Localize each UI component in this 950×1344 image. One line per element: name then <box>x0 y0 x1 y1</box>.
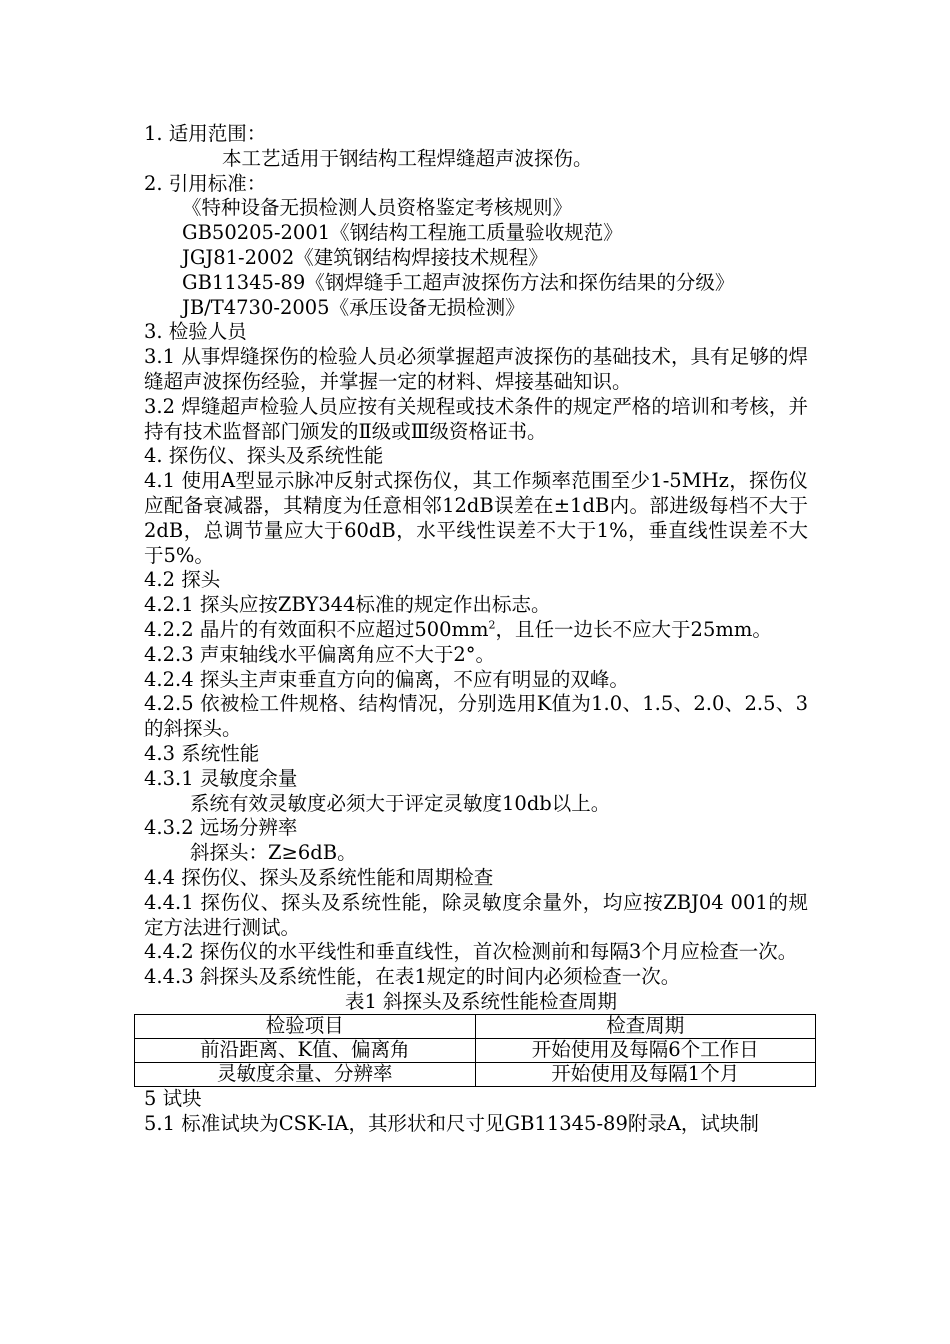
heading-4-2: 4.2 探头 <box>144 568 221 592</box>
table-cell: 灵敏度余量、分辨率 <box>135 1062 476 1086</box>
superscript-2: 2 <box>488 618 496 632</box>
table-cell: 开始使用及每隔6个工作日 <box>475 1038 816 1062</box>
table-row <box>135 1038 816 1062</box>
section-1-body: 本工艺适用于钢结构工程焊缝超声波探伤。 <box>222 146 593 170</box>
paragraph-4-4-1: 4.4.1 探伤仪、探头及系统性能，除灵敏度余量外，均应按ZBJ04 001的规定方法进行测试。 <box>144 890 808 939</box>
reference-standard: JGJ81-2002《建筑钢结构焊接技术规程》 <box>182 245 548 269</box>
paragraph-4-3-2-body: 斜探头：Z≥6dB。 <box>190 841 357 865</box>
paragraph-4-2-5: 4.2.5 依被检工件规格、结构情况，分别选用K值为1.0、1.5、2.0、2.5、3的斜探头。 <box>144 692 808 741</box>
paragraph-5-1: 5.1 标准试块为CSK-IA，其形状和尺寸见GB11345-89附录A，试块制 <box>144 1111 759 1135</box>
table-cell: 开始使用及每隔1个月 <box>475 1062 816 1086</box>
heading-4-3: 4.3 系统性能 <box>144 741 260 765</box>
paragraph-3-1: 3.1 从事焊缝探伤的检验人员必须掌握超声波探伤的基础技术，具有足够的焊缝超声波探伤经验，并掌握一定的材料、焊接基础知识。 <box>144 345 808 393</box>
paragraph-4-2-1: 4.2.1 探头应按ZBY344标准的规定作出标志。 <box>144 593 551 617</box>
paragraph-4-4-3: 4.4.3 斜探头及系统性能，在表1规定的时间内必须检查一次。 <box>144 965 681 989</box>
paragraph-3-2: 3.2 焊缝超声检验人员应按有关规程或技术条件的规定严格的培训和考核，并持有技术监督部门颁发的Ⅱ级或Ⅲ级资格证书。 <box>144 394 808 443</box>
section-4-title: 4. 探伤仪、探头及系统性能 <box>144 444 384 468</box>
heading-4-3-2: 4.3.2 远场分辨率 <box>144 816 298 840</box>
paragraph-4-2-4: 4.2.4 探头主声束垂直方向的偏离，不应有明显的双峰。 <box>144 667 629 691</box>
table-header-row <box>135 1014 816 1038</box>
heading-4-4: 4.4 探伤仪、探头及系统性能和周期检查 <box>144 865 494 889</box>
paragraph-4-1: 4.1 使用A型显示脉冲反射式探伤仪，其工作频率范围至少1-5MHz，探伤仪应配备衰减器，其精度为任意相邻12dB误差在±1dB内。部进级每档不大于2dB，总调节量应大于60dB，水平线性误差不大于1%，垂直线性误差不大于5%。 <box>144 469 808 567</box>
table-header-cell: 检查周期 <box>475 1014 816 1038</box>
reference-standard: JB/T4730-2005《承压设备无损检测》 <box>182 295 525 319</box>
table-row <box>135 1062 816 1086</box>
paragraph-4-2-2-part-a: 4.2.2 晶片的有效面积不应超过500mm <box>144 617 489 641</box>
inspection-period-table <box>134 1014 816 1087</box>
paragraph-4-4-2: 4.4.2 探伤仪的水平线性和垂直线性，首次检测前和每隔3个月应检查一次。 <box>144 940 798 964</box>
section-1-title: 1. 适用范围： <box>144 122 267 145</box>
paragraph-4-2-2-part-b: ，且任一边长不应大于25mm。 <box>495 617 772 641</box>
table-caption: 表1 斜探头及系统性能检查周期 <box>344 989 618 1013</box>
reference-standard: GB50205-2001《钢结构工程施工质量验收规范》 <box>182 221 623 245</box>
reference-standard: GB11345-89《钢焊缝手工超声波探伤方法和探伤结果的分级》 <box>182 270 735 294</box>
heading-4-3-1: 4.3.1 灵敏度余量 <box>144 766 298 790</box>
section-2-title: 2. 引用标准： <box>144 171 267 195</box>
section-3-title: 3. 检验人员 <box>144 320 247 344</box>
document-page <box>144 122 808 1136</box>
table-cell: 前沿距离、K值、偏离角 <box>135 1038 476 1062</box>
section-5-title: 5 试块 <box>144 1086 202 1110</box>
paragraph-4-3-1-body: 系统有效灵敏度必须大于评定灵敏度10db以上。 <box>190 791 611 815</box>
paragraph-4-2-2 <box>144 618 808 643</box>
paragraph-4-2-3: 4.2.3 声束轴线水平偏离角应不大于2°。 <box>144 642 495 666</box>
reference-standard: 《特种设备无损检测人员资格鉴定考核规则》 <box>182 196 573 220</box>
table-header-cell: 检验项目 <box>135 1014 476 1038</box>
